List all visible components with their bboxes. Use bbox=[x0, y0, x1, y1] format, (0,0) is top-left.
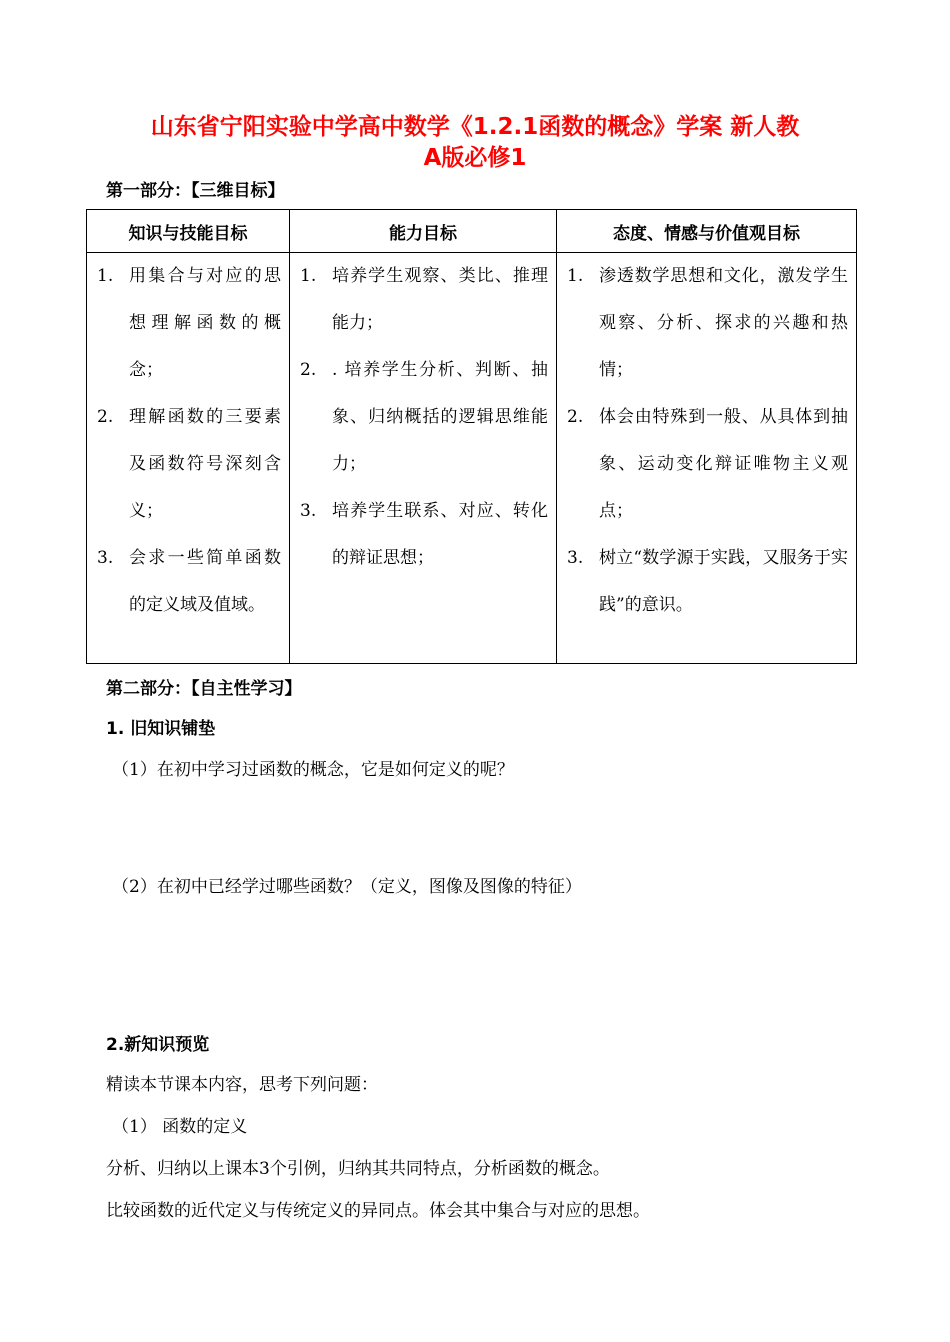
list-item: 3. 树立“数学源于实践，又服务于实践”的意识。 bbox=[567, 548, 848, 615]
part2-heading: 第二部分：【自主性学习】 bbox=[106, 679, 302, 699]
function-definition-item: （1） 函数的定义 bbox=[112, 1117, 248, 1137]
comparison-paragraph: 比较函数的近代定义与传统定义的异同点。体会其中集合与对应的思想。 bbox=[106, 1201, 650, 1221]
header-knowledge-skills: 知识与技能目标 bbox=[87, 210, 290, 253]
list-item: 3. 培养学生联系、对应、转化的辩证思想； bbox=[300, 501, 548, 568]
header-ability: 能力目标 bbox=[290, 210, 557, 253]
list-item: 1. 培养学生观察、类比、推理能力； bbox=[300, 266, 548, 333]
part1-heading: 第一部分：【三维目标】 bbox=[106, 181, 285, 201]
new-knowledge-heading: 2.新知识预览 bbox=[106, 1035, 210, 1055]
list-item: 3. 会求一些简单函数的定义域及值域。 bbox=[97, 548, 281, 615]
attitude-values-cell bbox=[557, 253, 857, 664]
goals-body-row bbox=[87, 253, 857, 664]
attitude-values-list bbox=[557, 253, 856, 629]
list-item: 2. 体会由特殊到一般、从具体到抽象、运动变化辩证唯物主义观点； bbox=[567, 407, 848, 521]
list-item: 2. . 培养学生分析、判断、抽象、归纳概括的逻辑思维能力； bbox=[300, 360, 548, 474]
ability-cell bbox=[290, 253, 557, 664]
goals-header-row bbox=[87, 210, 857, 253]
old-knowledge-heading: 1. 旧知识铺垫 bbox=[106, 719, 216, 739]
ability-list bbox=[290, 253, 556, 582]
question-1: （1）在初中学习过函数的概念，它是如何定义的呢？ bbox=[112, 760, 514, 780]
question-2: （2）在初中已经学过哪些函数？（定义，图像及图像的特征） bbox=[112, 877, 582, 897]
list-item: 1. 用集合与对应的思想理解函数的概念； bbox=[97, 266, 281, 380]
title-line-2: A版必修1 bbox=[423, 145, 527, 171]
document-title bbox=[90, 112, 860, 174]
list-item: 1. 渗透数学思想和文化，激发学生观察、分析、探求的兴趣和热情； bbox=[567, 266, 848, 380]
header-attitude-values: 态度、情感与价值观目标 bbox=[557, 210, 857, 253]
title-line-1: 山东省宁阳实验中学高中数学《1.2.1函数的概念》学案 新人教 bbox=[150, 114, 800, 140]
knowledge-skills-cell bbox=[87, 253, 290, 664]
analysis-paragraph: 分析、归纳以上课本3个引例，归纳其共同特点，分析函数的概念。 bbox=[106, 1159, 610, 1179]
goals-table bbox=[86, 209, 857, 664]
knowledge-skills-list bbox=[87, 253, 289, 629]
reading-instruction: 精读本节课本内容，思考下列问题： bbox=[106, 1075, 378, 1095]
list-item: 2. 理解函数的三要素及函数符号深刻含义； bbox=[97, 407, 281, 521]
